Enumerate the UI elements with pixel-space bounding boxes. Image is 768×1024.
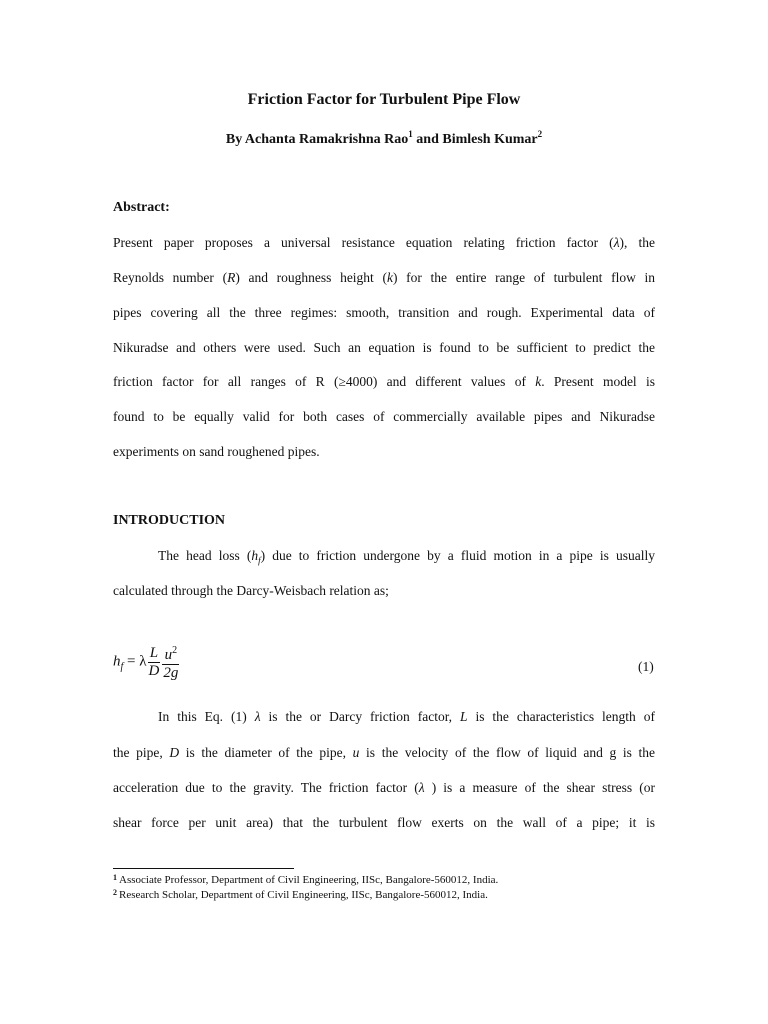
fraction-l-over-d: $\frac{L}{D}$ [148, 644, 160, 679]
abstract-line-2: Reynolds number (R) and roughness height (k) for the entire range of turbulent flow in [113, 270, 655, 285]
paper-title: Friction Factor for Turbulent Pipe Flow [247, 91, 521, 108]
author-names-second: and Bimlesh Kumar [412, 132, 538, 147]
intro-p2-line-4: shear force per unit area) that the turbulent flow exerts on the wall of a pipe; it is [113, 815, 655, 830]
abstract-line-6: found to be equally valid for both cases of commercially available pipes and Nikuradse [113, 409, 655, 424]
abstract-line-1: Present paper proposes a universal resistance equation relating friction factor (λ), the [113, 235, 655, 250]
intro-p2-line-2: the pipe, D is the diameter of the pipe, u is the velocity of the flow of liquid and g is the [113, 745, 655, 760]
author-footnote-mark-1: 1 [408, 129, 413, 139]
abstract-heading: Abstract: [113, 200, 170, 215]
introduction-heading: INTRODUCTION [113, 513, 226, 528]
author-line [0, 129, 768, 148]
author-names: By Achanta Ramakrishna Rao [225, 132, 409, 147]
equation-number: (1) [638, 659, 654, 674]
intro-line-1: The head loss $(h_f)$ due to friction undergone by a fluid motion in a pipe is usually [158, 548, 656, 566]
fraction-u2-over-2g: $\frac{u^2}{2g}$ [162, 642, 179, 682]
darcy-weisbach-equation: $h_f = \lambda$ $\frac{L}{D}$ $\frac{u^2}{2g}$ [113, 642, 180, 682]
footnote-2: $^2$ Research Scholar, Department of Civil Engineering, IISc, Bangalore-560012, India. [113, 888, 488, 901]
author-footnote-mark-2: 2 [537, 129, 543, 139]
abstract-line-4: Nikuradse and others were used. Such an equation is found to be sufficient to predict the [113, 340, 655, 355]
intro-p2-line-3: acceleration due to the gravity. The friction factor (λ ) is a measure of the shear stress (or [113, 780, 655, 795]
abstract-line-7: experiments on sand roughened pipes. [113, 444, 320, 459]
footnote-1: $^1$ Associate Professor, Department of Civil Engineering, IISc, Bangalore-560012, India. [113, 873, 499, 886]
abstract-line-3: pipes covering all the three regimes: smooth, transition and rough. Experimental data of [113, 305, 655, 320]
intro-line-2: calculated through the Darcy-Weisbach relation as; [113, 583, 389, 598]
abstract-line-5: friction factor for all ranges of R (≥4000) and different values of k. Present model is [113, 374, 655, 389]
intro-p2-line-1: In this Eq. (1) λ is the or Darcy friction factor, L is the characteristics length of [158, 709, 655, 724]
footnote-divider [113, 868, 294, 869]
